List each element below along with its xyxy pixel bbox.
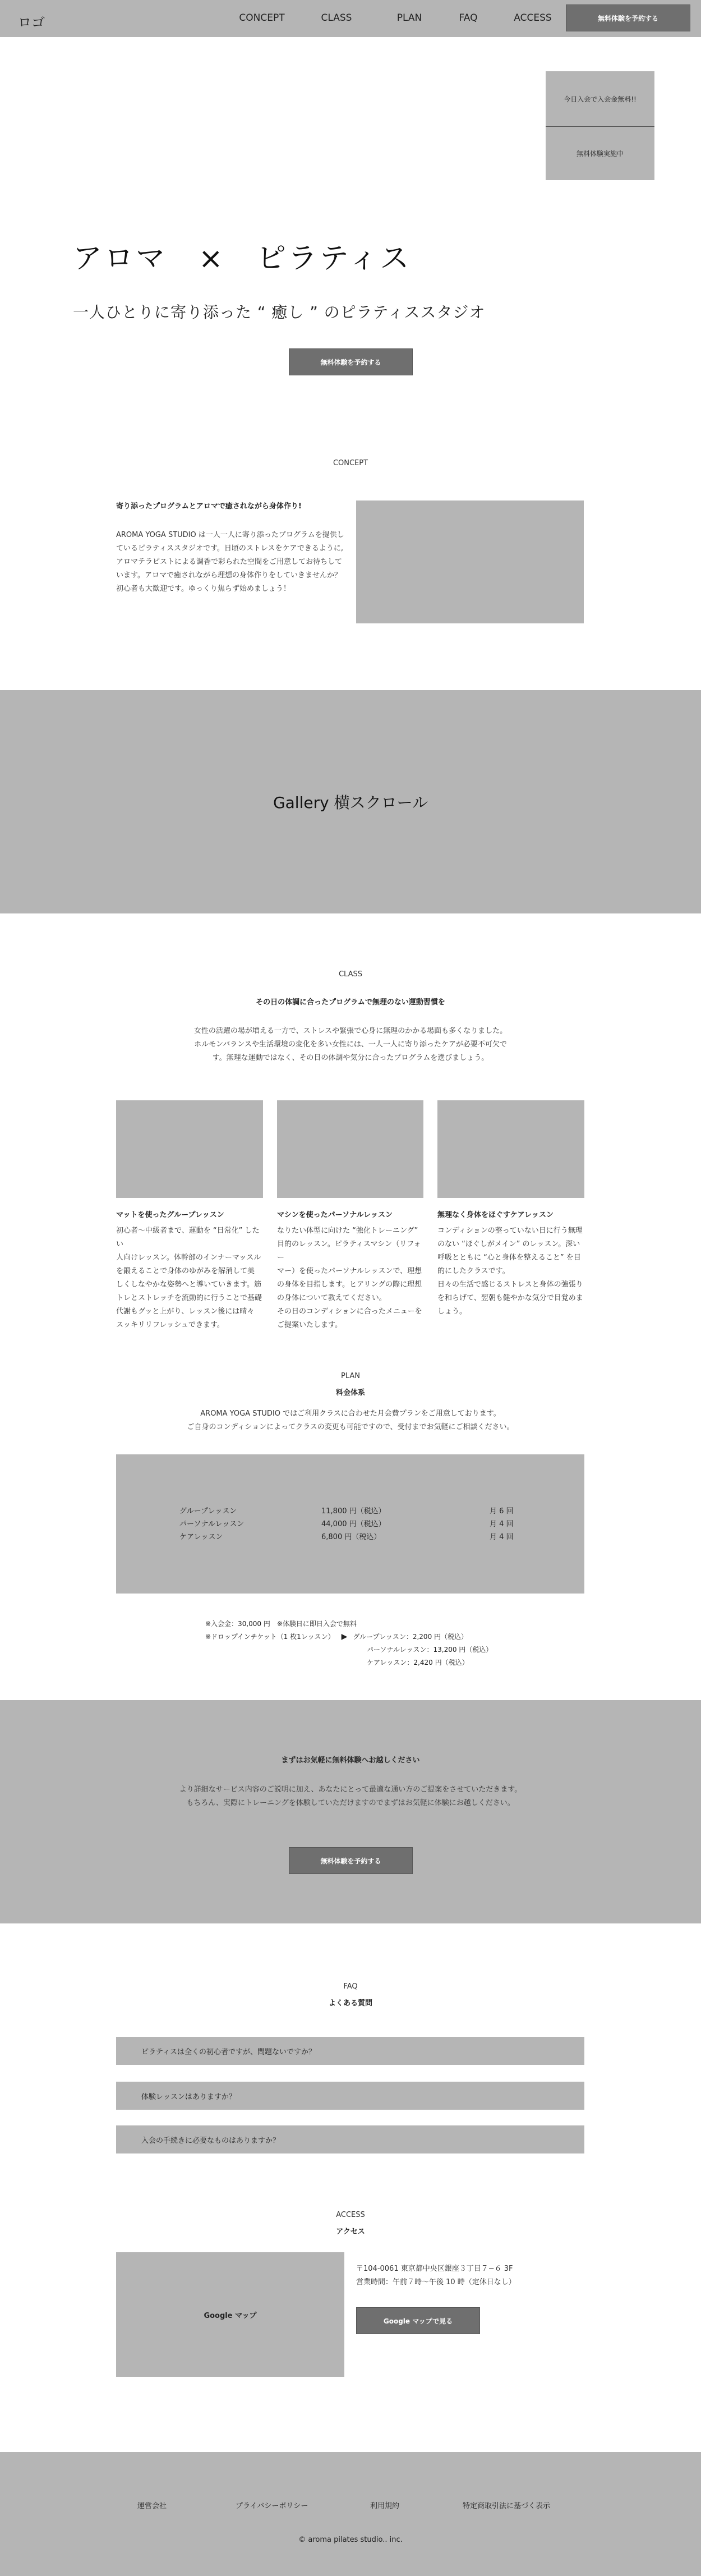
class-intro: 女性の活躍の場が増える一方で、ストレスや緊張で心身に無理のかかる場面も多くなりました。 ホルモンバランスや生活環境の変化を多い女性には、一人一人に寄り添ったケアが必要不可欠で す。無理な運動ではなく、その日の体調や気分に合ったプログラムを選びましょう。 bbox=[193, 1027, 508, 1062]
footer-link-privacy[interactable]: プライバシーポリシー bbox=[236, 2502, 308, 2510]
trial-body: より詳細なサービス内容のご説明に加え、あなたにとって最適な通い方のご提案をさせていただきます。 もちろん、実際にトレーニングを体験していただけますのでまずはお気軽に体験にお越しください。 bbox=[179, 1785, 522, 1807]
plan-row-names: グループレッスン パーソナルレッスン ケアレッスン bbox=[179, 1507, 245, 1541]
site-header bbox=[0, 0, 701, 37]
trial-section bbox=[0, 1700, 701, 1923]
class-card-image bbox=[116, 1100, 263, 1198]
class-card-image bbox=[437, 1100, 584, 1198]
footer-link-tokusho[interactable]: 特定商取引法に基づく表示 bbox=[463, 2502, 551, 2510]
plan-notes: ※入会金：30,000 円 ※体験日に即日入会で無料 ※ドロップインチケット（1 枚1レッスン） ▶ グループレッスン：2,200 円（税込） パーソナルレッスン：13,200 円（税込） ケアレッスン：2,420 円（税込） bbox=[205, 1620, 493, 1666]
faq-heading: よくある質問 bbox=[328, 1999, 372, 2008]
nav-class[interactable]: CLASS bbox=[321, 12, 352, 24]
hero-reserve-button[interactable]: 無料体験を予約する bbox=[289, 348, 413, 375]
faq-section-label: FAQ bbox=[343, 1982, 358, 1991]
faq-item[interactable]: ピラティスは全くの初心者ですが、問題ないですか？ bbox=[116, 2037, 584, 2065]
plan-section-label: PLAN bbox=[341, 1372, 360, 1380]
header-reserve-button[interactable]: 無料体験を予約する bbox=[566, 4, 690, 31]
concept-body: AROMA YOGA STUDIO は一人一人に寄り添ったプログラムを提供し ているピラティススタジオです。日頃のストレスをケアできるように, アロマテラピストによる調香で彩られた空間をご用意してお待ちして います。アロマで癒されながら理想の身体作りをしていきませんか？ 初心者も大歓迎です。ゆっくり焦らず始めましょう！ bbox=[116, 531, 344, 593]
site-footer bbox=[0, 2452, 701, 2576]
class-card-title: 無理なく身体をほぐすケアレッスン bbox=[437, 1211, 554, 1219]
nav-faq[interactable]: FAQ bbox=[459, 12, 478, 24]
access-address: 〒104-0061 東京都中央区銀座３丁目７−６ 3F bbox=[356, 2265, 513, 2273]
gallery-horizontal-scroll[interactable] bbox=[0, 690, 701, 913]
class-card-body: なりたい体型に向けた “強化トレーニング” 目的のレッスン。ピラティスマシン（リフォー マー）を使ったパーソナルレッスンで、理想 の身体を目指します。ヒアリングの際に理想 の身体について教えてください。 その日のコンディションに合ったメニューを ご提案いたします。 bbox=[277, 1227, 422, 1329]
nav-access[interactable]: ACCESS bbox=[514, 12, 552, 24]
access-hours: 営業時間：午前７時〜午後 10 時（定休日なし） bbox=[356, 2278, 516, 2286]
gallery-label: Gallery 横スクロール bbox=[273, 793, 428, 812]
class-card-title: マットを使ったグループレッスン bbox=[116, 1211, 224, 1219]
side-banner[interactable] bbox=[546, 71, 654, 180]
access-section-label: ACCESS bbox=[336, 2211, 365, 2219]
arrow-right-icon: ▶ bbox=[341, 1632, 348, 1641]
concept-heading: 寄り添ったプログラムとアロマで癒されながら身体作り! bbox=[116, 502, 302, 511]
concept-image bbox=[356, 500, 584, 623]
class-card-title: マシンを使ったパーソナルレッスン bbox=[277, 1211, 393, 1219]
plan-heading: 料金体系 bbox=[335, 1389, 365, 1397]
faq-item[interactable]: 体験レッスンはありますか？ bbox=[116, 2082, 584, 2110]
faq-item[interactable]: 入会の手続きに必要なものはありますか？ bbox=[116, 2125, 584, 2153]
plan-row-prices: 11,800 円（税込） 44,000 円（税込） 6,800 円（税込） bbox=[321, 1507, 386, 1541]
nav-plan[interactable]: PLAN bbox=[396, 12, 422, 24]
plan-price-table bbox=[116, 1454, 584, 1594]
hero-title: アロマ × ピラティス bbox=[73, 242, 412, 275]
google-map-label: Google マップ bbox=[204, 2311, 257, 2320]
concept-section-label: CONCEPT bbox=[333, 459, 368, 467]
access-heading: アクセス bbox=[336, 2228, 365, 2236]
side-banner-free-trial[interactable]: 無料体験実施中 bbox=[576, 150, 624, 158]
copyright: © aroma pilates studio.. inc. bbox=[298, 2536, 403, 2544]
plan-row-frequencies: 月 6 回 月 4 回 月 4 回 bbox=[490, 1507, 514, 1541]
trial-reserve-button[interactable]: 無料体験を予約する bbox=[289, 1847, 413, 1874]
side-banner-free-fee[interactable]: 今日入会で入会金無料!! bbox=[564, 95, 637, 103]
nav-concept[interactable]: CONCEPT bbox=[239, 12, 285, 24]
hero-subtitle: 一人ひとりに寄り添った “ 癒し ” のピラティススタジオ bbox=[73, 303, 486, 322]
class-card-image bbox=[277, 1100, 423, 1198]
plan-intro: AROMA YOGA STUDIO ではご利用クラスに合わせた月会費プランをご用意しております。 ご自身のコンディションによってクラスの変更も可能ですので、受付までお気軽にご相談ください。 bbox=[187, 1409, 514, 1431]
trial-heading: まずはお気軽に無料体験へお越しください bbox=[281, 1756, 420, 1765]
footer-link-terms[interactable]: 利用規約 bbox=[370, 2502, 400, 2510]
class-card-body: 初心者〜中級者まで、運動を “日常化” したい 人向けレッスン。体幹部のインナーマッスル を鍛えることで身体のゆがみを解消して美 しくしなやかな姿勢へと導いていきます。筋 トレとストレッチを流動的に行うことで基礎 代謝もグッと上がり、レッスン後には晴々 スッキリリフレッシュできます。 bbox=[116, 1227, 262, 1329]
class-section-label: CLASS bbox=[338, 970, 362, 979]
footer-link-company[interactable]: 運営会社 bbox=[137, 2502, 167, 2510]
google-map-button[interactable]: Google マップで見る bbox=[356, 2307, 480, 2334]
class-card-body: コンディションの整っていない日に行う無理 のない “ほぐしがメイン” のレッスン。深い 呼吸とともに “心と身体を整えること” を目 的にしたクラスです。 日々の生活で感じるストレスと身体の強張り を和らげて、翌朝も健やかな気分で目覚めま しょう。 bbox=[437, 1227, 583, 1316]
access-info bbox=[356, 2262, 516, 2289]
class-heading: その日の体調に合ったプログラムで無理のない運動習慣を bbox=[256, 998, 445, 1007]
logo[interactable]: ロゴ bbox=[18, 15, 45, 30]
google-map[interactable] bbox=[116, 2252, 344, 2377]
